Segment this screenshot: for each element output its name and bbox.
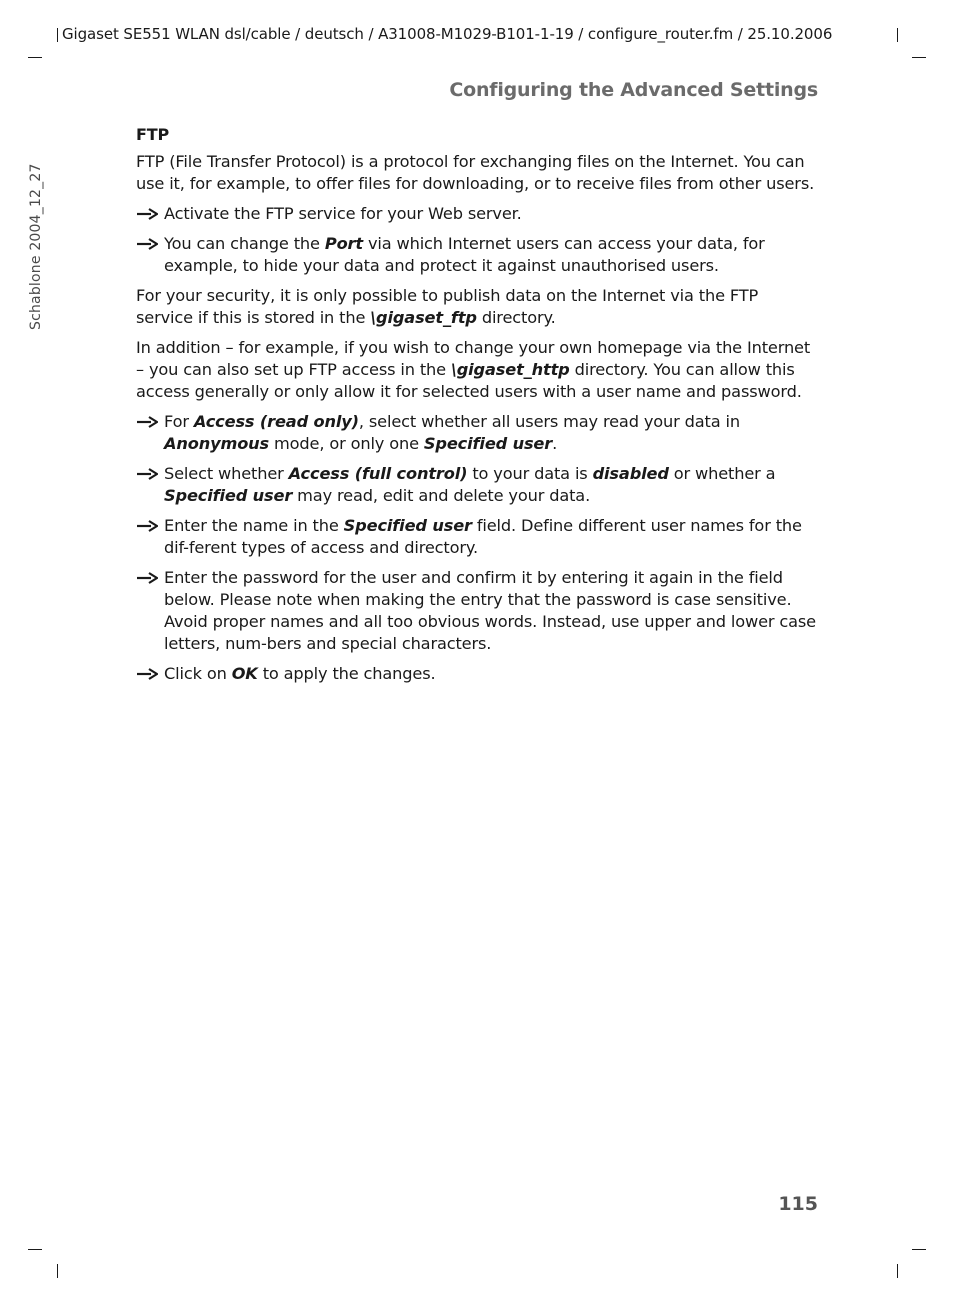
list-item xyxy=(136,233,818,277)
list-item xyxy=(136,463,818,507)
term-gigaset-http: \gigaset_http xyxy=(450,360,570,379)
list-item-text: Enter the password for the user and confirm it by entering it again in the field below. Please note when making the entry that the password is case sensitive. Avoid proper names and all too obvious words. Instead, use upper and lower case letters, num-bers and special characters. xyxy=(164,568,816,653)
arrow-right-icon xyxy=(136,208,158,220)
arrow-right-icon xyxy=(136,416,158,428)
term-specified-user: Specified user xyxy=(423,434,553,453)
arrow-right-icon xyxy=(136,572,158,584)
template-label: Schablone 2004_12_27 xyxy=(28,163,44,330)
list-item-text: Select whether Access (full control) to your data is disabled or whether a Specified user may read, edit and delete your data. xyxy=(164,464,776,505)
list-item xyxy=(136,567,818,655)
crop-mark xyxy=(28,57,42,58)
arrow-right-icon xyxy=(136,468,158,480)
list-item-text: For Access (read only), select whether all users may read your data in Anonymous mode, or only one Specified user. xyxy=(164,412,740,453)
crop-mark xyxy=(57,28,58,42)
paragraph: In addition – for example, if you wish to change your own homepage via the Internet – you can also set up FTP access in the \gigaset_http directory. You can allow this access generally or only allow it for selected users with a user name and password. xyxy=(136,338,811,401)
term-access-read-only: Access (read only) xyxy=(193,412,359,431)
term-specified-user: Specified user xyxy=(343,516,472,535)
crop-mark xyxy=(897,1264,898,1278)
section-title: Configuring the Advanced Settings xyxy=(449,79,818,101)
list-item xyxy=(136,411,818,455)
crop-mark xyxy=(57,1264,58,1278)
page-number: 115 xyxy=(778,1193,818,1215)
running-header: Gigaset SE551 WLAN dsl/cable / deutsch / A31008-M1029-B101-1-19 / configure_router.fm / 25.10.2006 xyxy=(62,25,833,43)
list-item xyxy=(136,663,818,685)
list-item-text: You can change the Port via which Internet users can access your data, for example, to hide your data and protect it against unauthorised users. xyxy=(164,234,765,275)
list-item xyxy=(136,203,818,225)
paragraph: For your security, it is only possible to publish data on the Internet via the FTP service if this is stored in the \gigaset_ftp directory. xyxy=(136,286,759,327)
term-ok: OK xyxy=(231,664,258,683)
arrow-right-icon xyxy=(136,668,158,680)
term-port: Port xyxy=(324,234,363,253)
term-gigaset-ftp: \gigaset_ftp xyxy=(370,308,477,327)
section-heading: FTP xyxy=(136,125,170,144)
term-disabled: disabled xyxy=(592,464,669,483)
list-item-text: Enter the name in the Specified user field. Define different user names for the dif-ferent types of access and directory. xyxy=(164,516,802,557)
arrow-right-icon xyxy=(136,238,158,250)
list-item-text: Activate the FTP service for your Web server. xyxy=(164,204,522,223)
arrow-right-icon xyxy=(136,520,158,532)
term-access-full-control: Access (full control) xyxy=(288,464,468,483)
term-anonymous: Anonymous xyxy=(164,434,270,453)
list-item xyxy=(136,515,818,559)
crop-mark xyxy=(912,1249,926,1250)
main-content xyxy=(136,124,818,693)
paragraph: FTP (File Transfer Protocol) is a protocol for exchanging files on the Internet. You can use it, for example, to offer files for downloading, or to receive files from other users. xyxy=(136,152,815,193)
crop-mark xyxy=(897,28,898,42)
crop-mark xyxy=(912,57,926,58)
list-item-text: Click on OK to apply the changes. xyxy=(164,664,436,683)
term-specified-user: Specified user xyxy=(164,486,293,505)
crop-mark xyxy=(28,1249,42,1250)
